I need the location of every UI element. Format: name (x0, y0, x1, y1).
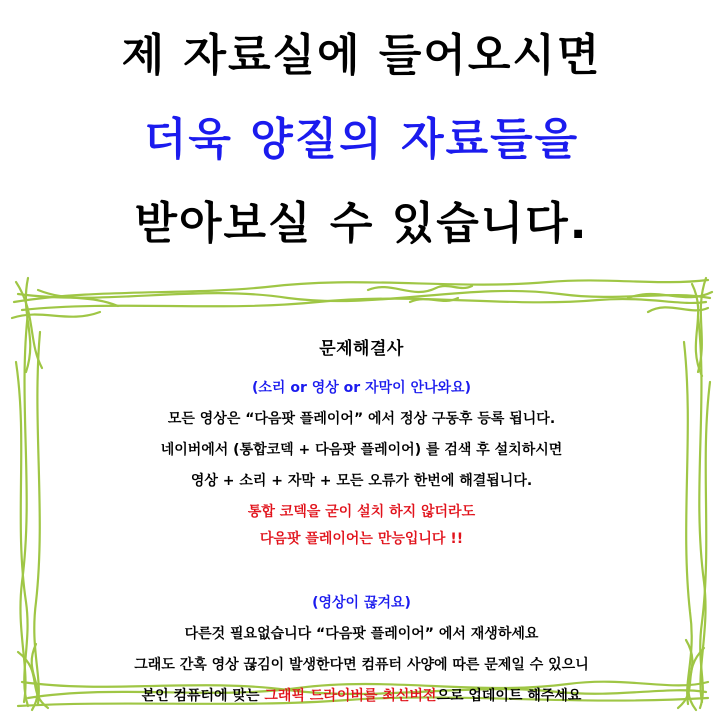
final-line-suffix: 으로 업데이트 해주세요 (436, 688, 582, 704)
panel-title: 문제해결사 (319, 339, 404, 359)
section2-question: (영상이 끊겨요) (312, 595, 411, 611)
headline-line-3: 받아보실 수 있습니다. (134, 198, 589, 249)
section2-line-1: 다른것 필요없습니다 “다음팟 플레이어” 에서 재생하세요 (184, 626, 539, 642)
section2-line-2: 그래도 간혹 영상 끊김이 발생한다면 컴퓨터 사양에 따른 문제일 수 있으니 (134, 657, 589, 673)
section2-final-line (8, 685, 715, 705)
headline-line-1: 제 자료실에 들어오시면 (121, 30, 602, 81)
section1-line-2: 네이버에서 (통합코덱 + 다음팟 플레이어) 를 검색 후 설치하시면 (160, 442, 563, 458)
section1-highlight-1: 통합 코덱을 굳이 설치 하지 않더라도 (247, 504, 476, 520)
headline-line-2: 더욱 양질의 자료들을 (143, 114, 580, 165)
headline-block (0, 14, 723, 266)
final-line-prefix: 본인 컴퓨터에 맞는 (141, 688, 265, 704)
final-line-highlight: 그래픽 드라이버를 최신버전 (264, 688, 437, 704)
section1-highlight-2: 다음팟 플레이어는 만능입니다 !! (259, 531, 464, 547)
section1-question: (소리 or 영상 or 자막이 안나와요) (252, 380, 471, 396)
section-divider-space (8, 548, 715, 574)
panel-content (8, 272, 715, 712)
section1-line-3: 영상 + 소리 + 자막 + 모든 오류가 한번에 해결됩니다. (190, 473, 533, 489)
section1-line-1: 모든 영상은 “다음팟 플레이어” 에서 정상 구동후 등록 됩니다. (167, 411, 556, 427)
